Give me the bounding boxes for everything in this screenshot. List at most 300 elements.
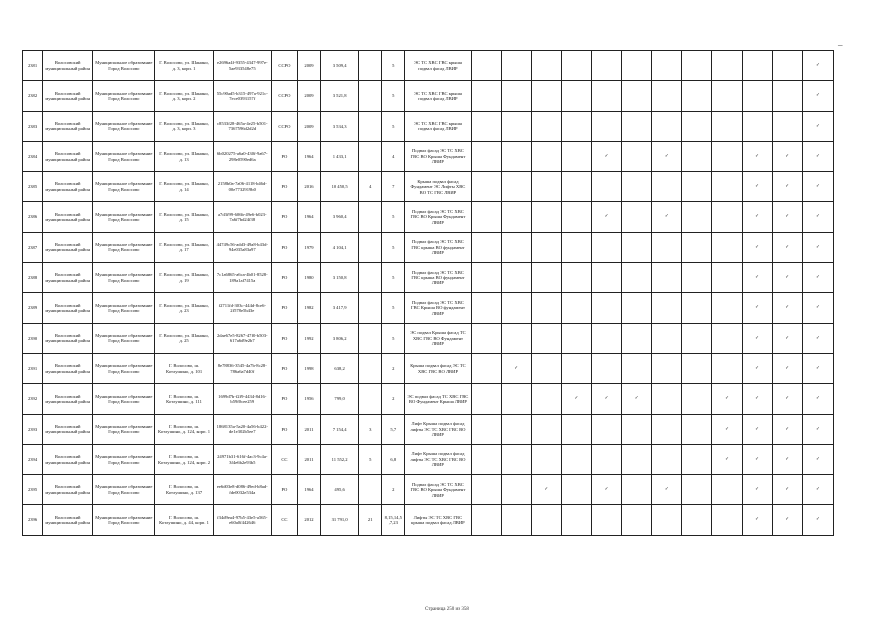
work-flag-cell bbox=[712, 293, 742, 323]
house-guid-cell: 6b020275-a6a0-430f-9a67-298e0590ed6a bbox=[213, 141, 271, 171]
district-cell: Волосовский муниципальный район bbox=[43, 444, 93, 474]
table-row bbox=[23, 384, 834, 414]
work-flag-cell bbox=[501, 475, 531, 505]
work-flag-cell bbox=[742, 475, 772, 505]
work-flag-cell bbox=[712, 475, 742, 505]
work-flag-cell bbox=[561, 51, 591, 81]
work-flag-cell bbox=[531, 505, 561, 535]
work-flag-cell bbox=[682, 475, 712, 505]
work-flag-cell bbox=[561, 141, 591, 171]
checkmark-icon: ✓ bbox=[815, 214, 820, 220]
row-number: 2386 bbox=[23, 202, 43, 232]
district-cell: Волосовский муниципальный район bbox=[43, 323, 93, 353]
work-flag-cell bbox=[622, 232, 652, 262]
table-row bbox=[23, 293, 834, 323]
work-flag-cell bbox=[802, 323, 833, 353]
work-flag-cell bbox=[531, 111, 561, 141]
works-list-cell: Подвал фасад ЭС ТС ХВС ГВС ВО Крыша Фундамент ЛВИР bbox=[405, 475, 471, 505]
work-flag-cell bbox=[682, 414, 712, 444]
table-row bbox=[23, 444, 834, 474]
management-type-cell: РО bbox=[271, 232, 297, 262]
house-guid-cell: 1699d7b-f2f9-4434-8d16-b59f0cee259 bbox=[213, 384, 271, 414]
settlement-cell: Муниципальное образование Город Волосово bbox=[93, 505, 155, 535]
work-flag-cell bbox=[742, 51, 772, 81]
district-cell: Волосовский муниципальный район bbox=[43, 263, 93, 293]
work-flag-cell bbox=[561, 384, 591, 414]
management-type-cell: РО bbox=[271, 414, 297, 444]
works-list-cell: Подвал фасад ЭС ТС ХВС ГВС ВО Крыша Фундамент ЛВИР bbox=[405, 141, 471, 171]
checkmark-icon: ✓ bbox=[725, 456, 729, 462]
checkmark-icon: ✓ bbox=[815, 153, 820, 159]
work-flag-cell bbox=[561, 414, 591, 444]
work-flag-cell bbox=[652, 141, 682, 171]
work-flag-cell bbox=[561, 81, 591, 111]
work-flag-cell bbox=[561, 444, 591, 474]
checkmark-icon: ✓ bbox=[815, 62, 820, 68]
count-cell-a: 3 bbox=[359, 414, 382, 444]
address-cell: Г. Волосово, ул. Шанино, д. 13 bbox=[155, 141, 213, 171]
work-flag-cell bbox=[772, 505, 802, 535]
address-cell: Г. Волосово, ул. Шанино, д. 3, корп. 2 bbox=[155, 81, 213, 111]
work-flag-cell bbox=[742, 172, 772, 202]
area-cell: 3 417,9 bbox=[321, 293, 359, 323]
house-guid-cell: c8533f28-465a-4e25-b501-7367596d2d2d bbox=[213, 111, 271, 141]
address-cell: Г. Волосово, ул. Шанино, д. 23 bbox=[155, 293, 213, 323]
district-cell: Волосовский муниципальный район bbox=[43, 505, 93, 535]
table-row bbox=[23, 51, 834, 81]
settlement-cell: Муниципальное образование Город Волосово bbox=[93, 141, 155, 171]
work-flag-cell bbox=[742, 81, 772, 111]
checkmark-icon: ✓ bbox=[755, 426, 760, 432]
checkmark-icon: ✓ bbox=[785, 335, 790, 341]
build-year-cell: 2012 bbox=[297, 505, 320, 535]
work-flag-cell bbox=[772, 263, 802, 293]
work-flag-cell bbox=[531, 293, 561, 323]
work-flag-cell bbox=[742, 232, 772, 262]
work-flag-cell bbox=[742, 111, 772, 141]
row-number: 2394 bbox=[23, 444, 43, 474]
build-year-cell: 1979 bbox=[297, 232, 320, 262]
build-year-cell: 1964 bbox=[297, 141, 320, 171]
work-flag-cell bbox=[561, 505, 591, 535]
checkmark-icon: ✓ bbox=[514, 365, 519, 371]
work-flag-cell bbox=[501, 141, 531, 171]
works-list-cell: Крыша подвал фасад ЭС ТС ХВС ГВС ВО ЛВИР bbox=[405, 353, 471, 383]
area-cell: 495,6 bbox=[321, 475, 359, 505]
work-flag-cell bbox=[772, 232, 802, 262]
work-flag-cell bbox=[531, 414, 561, 444]
work-flag-cell bbox=[742, 293, 772, 323]
work-flag-cell bbox=[531, 353, 561, 383]
area-cell: 4 104,1 bbox=[321, 232, 359, 262]
house-guid-cell: ee6d03e8-d086-49ed-b8ad-fde0032e534a bbox=[213, 475, 271, 505]
checkmark-icon: ✓ bbox=[755, 487, 760, 493]
work-flag-cell bbox=[561, 202, 591, 232]
work-flag-cell bbox=[622, 384, 652, 414]
work-flag-cell bbox=[772, 414, 802, 444]
house-guid-cell: 44749c56-add3-49a8-b43d-94e035a83a97 bbox=[213, 232, 271, 262]
work-flag-cell bbox=[802, 414, 833, 444]
work-flag-cell bbox=[531, 232, 561, 262]
work-flag-cell bbox=[592, 444, 622, 474]
management-type-cell: РО bbox=[271, 353, 297, 383]
work-flag-cell bbox=[622, 475, 652, 505]
work-flag-cell bbox=[592, 293, 622, 323]
work-flag-cell bbox=[802, 444, 833, 474]
work-flag-cell bbox=[652, 444, 682, 474]
checkmark-icon: ✓ bbox=[755, 184, 760, 190]
work-flag-cell bbox=[682, 353, 712, 383]
checkmark-icon: ✓ bbox=[815, 184, 820, 190]
address-cell: Г. Волосово, ул. Шанино, д. 3, корп. 3 bbox=[155, 111, 213, 141]
count-cell-b: 5 bbox=[382, 51, 405, 81]
address-cell: Г. Волосово, ш. Котлушино, д. 124, корп. 1 bbox=[155, 414, 213, 444]
count-cell-b: 2 bbox=[382, 353, 405, 383]
area-cell: 10 450,5 bbox=[321, 172, 359, 202]
work-flag-cell bbox=[561, 293, 591, 323]
checkmark-icon: ✓ bbox=[664, 487, 669, 493]
area-cell: 638,2 bbox=[321, 353, 359, 383]
checkmark-icon: ✓ bbox=[815, 123, 820, 129]
count-cell-b: 8,15,14,5,7,23 bbox=[382, 505, 405, 535]
area-cell: 3 960,4 bbox=[321, 202, 359, 232]
checkmark-icon: ✓ bbox=[664, 153, 669, 159]
count-cell-a: 21 bbox=[359, 505, 382, 535]
checkmark-icon: ✓ bbox=[755, 275, 760, 281]
work-flag-cell bbox=[622, 323, 652, 353]
work-flag-cell bbox=[742, 444, 772, 474]
management-type-cell: СС bbox=[271, 505, 297, 535]
management-type-cell: РО bbox=[271, 323, 297, 353]
checkmark-icon: ✓ bbox=[785, 153, 790, 159]
work-flag-cell bbox=[592, 384, 622, 414]
work-flag-cell bbox=[561, 353, 591, 383]
works-list-cell: Лифт Крыша подвал фасад лифты ЭС ТС ХВС ГВС ВО ЛВИР bbox=[405, 414, 471, 444]
house-guid-cell: f34d9ea4-97b5-43e5-a565-e60a0f442646 bbox=[213, 505, 271, 535]
work-flag-cell bbox=[682, 172, 712, 202]
district-cell: Волосовский муниципальный район bbox=[43, 51, 93, 81]
row-number: 2388 bbox=[23, 263, 43, 293]
checkmark-icon: ✓ bbox=[815, 93, 820, 99]
work-flag-cell bbox=[802, 475, 833, 505]
work-flag-cell bbox=[501, 51, 531, 81]
checkmark-icon: ✓ bbox=[755, 396, 760, 402]
settlement-cell: Муниципальное образование Город Волосово bbox=[93, 323, 155, 353]
work-flag-cell bbox=[652, 51, 682, 81]
settlement-cell: Муниципальное образование Город Волосово bbox=[93, 414, 155, 444]
work-flag-cell bbox=[501, 414, 531, 444]
count-cell-a: 4 bbox=[359, 172, 382, 202]
table-row bbox=[23, 353, 834, 383]
work-flag-cell bbox=[531, 172, 561, 202]
management-type-cell: СС bbox=[271, 444, 297, 474]
checkmark-icon: ✓ bbox=[634, 396, 639, 402]
work-flag-cell bbox=[712, 111, 742, 141]
work-flag-cell bbox=[531, 81, 561, 111]
work-flag-cell bbox=[501, 172, 531, 202]
address-cell: Г. Волосово, ш. Котлушино, д. 137 bbox=[155, 475, 213, 505]
work-flag-cell bbox=[712, 444, 742, 474]
work-flag-cell bbox=[802, 384, 833, 414]
table-row bbox=[23, 232, 834, 262]
work-flag-cell bbox=[592, 414, 622, 444]
checkmark-icon: ✓ bbox=[815, 426, 820, 432]
work-flag-cell bbox=[622, 81, 652, 111]
work-flag-cell bbox=[531, 323, 561, 353]
checkmark-icon: ✓ bbox=[604, 487, 609, 493]
checkmark-icon: ✓ bbox=[725, 396, 729, 402]
works-list-cell: Крыша подвал фасад Фундамент ЭС Лифты ХВС ВО ТС ГВС ЛВИР bbox=[405, 172, 471, 202]
page-mark: – bbox=[838, 40, 843, 50]
checkmark-icon: ✓ bbox=[574, 396, 579, 402]
address-cell: Г. Волосово, ш. Котлушино, д. 101 bbox=[155, 353, 213, 383]
row-number: 2390 bbox=[23, 323, 43, 353]
checkmark-icon: ✓ bbox=[785, 396, 790, 402]
work-flag-cell bbox=[682, 232, 712, 262]
checkmark-icon: ✓ bbox=[785, 517, 790, 523]
work-flag-cell bbox=[561, 111, 591, 141]
settlement-cell: Муниципальное образование Город Волосово bbox=[93, 232, 155, 262]
settlement-cell: Муниципальное образование Город Волосово bbox=[93, 384, 155, 414]
work-flag-cell bbox=[622, 353, 652, 383]
work-flag-cell bbox=[501, 232, 531, 262]
work-flag-cell bbox=[592, 475, 622, 505]
row-number: 2396 bbox=[23, 505, 43, 535]
work-flag-cell bbox=[742, 323, 772, 353]
row-number: 2382 bbox=[23, 81, 43, 111]
row-number: 2387 bbox=[23, 232, 43, 262]
work-flag-cell bbox=[471, 414, 501, 444]
settlement-cell: Муниципальное образование Город Волосово bbox=[93, 293, 155, 323]
address-cell: Г. Волосово, ул. Шанино, д. 3, корп. 1 bbox=[155, 51, 213, 81]
build-year-cell: 1956 bbox=[297, 384, 320, 414]
housing-registry-table bbox=[22, 50, 834, 536]
house-guid-cell: 24971b31-616f-4ac3-9c4a-3f4e6b2e93b5 bbox=[213, 444, 271, 474]
work-flag-cell bbox=[772, 51, 802, 81]
work-flag-cell bbox=[742, 141, 772, 171]
work-flag-cell bbox=[712, 263, 742, 293]
row-number: 2383 bbox=[23, 111, 43, 141]
management-type-cell: ССРО bbox=[271, 51, 297, 81]
work-flag-cell bbox=[802, 51, 833, 81]
work-flag-cell bbox=[772, 353, 802, 383]
work-flag-cell bbox=[501, 384, 531, 414]
work-flag-cell bbox=[682, 202, 712, 232]
checkmark-icon: ✓ bbox=[815, 305, 820, 311]
works-list-cell: Подвал фасад ЭС ТС ХВС ГВС крыша ВО фундамент ЛВИР bbox=[405, 263, 471, 293]
address-cell: Г. Волосово, ш. Котлушино, д. 111 bbox=[155, 384, 213, 414]
district-cell: Волосовский муниципальный район bbox=[43, 202, 93, 232]
checkmark-icon: ✓ bbox=[785, 305, 790, 311]
checkmark-icon: ✓ bbox=[815, 365, 820, 371]
work-flag-cell bbox=[712, 202, 742, 232]
row-number: 2393 bbox=[23, 414, 43, 444]
checkmark-icon: ✓ bbox=[815, 487, 820, 493]
work-flag-cell bbox=[471, 353, 501, 383]
count-cell-b: 4 bbox=[382, 141, 405, 171]
work-flag-cell bbox=[501, 293, 531, 323]
row-number: 2384 bbox=[23, 141, 43, 171]
work-flag-cell bbox=[592, 232, 622, 262]
work-flag-cell bbox=[592, 51, 622, 81]
work-flag-cell bbox=[561, 475, 591, 505]
checkmark-icon: ✓ bbox=[755, 305, 760, 311]
row-number: 2391 bbox=[23, 353, 43, 383]
area-cell: 3 806,2 bbox=[321, 323, 359, 353]
settlement-cell: Муниципальное образование Город Волосово bbox=[93, 81, 155, 111]
management-type-cell: ССРО bbox=[271, 111, 297, 141]
work-flag-cell bbox=[682, 81, 712, 111]
build-year-cell: 2016 bbox=[297, 172, 320, 202]
settlement-cell: Муниципальное образование Город Волосово bbox=[93, 202, 155, 232]
work-flag-cell bbox=[772, 172, 802, 202]
count-cell-a bbox=[359, 51, 382, 81]
district-cell: Волосовский муниципальный район bbox=[43, 172, 93, 202]
settlement-cell: Муниципальное образование Город Волосово bbox=[93, 475, 155, 505]
work-flag-cell bbox=[592, 81, 622, 111]
build-year-cell: 1998 bbox=[297, 353, 320, 383]
work-flag-cell bbox=[471, 141, 501, 171]
work-flag-cell bbox=[592, 263, 622, 293]
work-flag-cell bbox=[592, 141, 622, 171]
works-list-cell: Лифт Крыша подвал фасад лифты ЭС ТС ХВС ГВС ВО ЛВИР bbox=[405, 444, 471, 474]
area-cell: 7 154,4 bbox=[321, 414, 359, 444]
work-flag-cell bbox=[742, 202, 772, 232]
work-flag-cell bbox=[772, 444, 802, 474]
district-cell: Волосовский муниципальный район bbox=[43, 111, 93, 141]
work-flag-cell bbox=[531, 444, 561, 474]
work-flag-cell bbox=[561, 323, 591, 353]
management-type-cell: РО bbox=[271, 202, 297, 232]
work-flag-cell bbox=[471, 384, 501, 414]
table-row bbox=[23, 81, 834, 111]
work-flag-cell bbox=[772, 202, 802, 232]
checkmark-icon: ✓ bbox=[755, 456, 760, 462]
work-flag-cell bbox=[471, 202, 501, 232]
build-year-cell: 1982 bbox=[297, 293, 320, 323]
count-cell-b: 7 bbox=[382, 172, 405, 202]
checkmark-icon: ✓ bbox=[755, 244, 760, 250]
checkmark-icon: ✓ bbox=[815, 275, 820, 281]
row-number: 2389 bbox=[23, 293, 43, 323]
works-list-cell: ЭС ТС ХВС ГВС крыша подвал фасад ЛВИР bbox=[405, 81, 471, 111]
management-type-cell: РО bbox=[271, 141, 297, 171]
house-guid-cell: e2696a4f-9355-4347-997e-5ae933548e75 bbox=[213, 51, 271, 81]
works-list-cell: ЭС подвал фасад ТС ХВС ГВС ВО Фундамент Крыша ЛВИР bbox=[405, 384, 471, 414]
area-cell: 1 433,1 bbox=[321, 141, 359, 171]
work-flag-cell bbox=[622, 263, 652, 293]
work-flag-cell bbox=[742, 414, 772, 444]
address-cell: Г. Волосово, ш. Котлушино, д. 124, корп. 2 bbox=[155, 444, 213, 474]
checkmark-icon: ✓ bbox=[815, 456, 820, 462]
work-flag-cell bbox=[682, 141, 712, 171]
area-cell: 3 534,3 bbox=[321, 111, 359, 141]
work-flag-cell bbox=[802, 202, 833, 232]
work-flag-cell bbox=[682, 111, 712, 141]
count-cell-a bbox=[359, 141, 382, 171]
work-flag-cell bbox=[471, 232, 501, 262]
works-list-cell: ЭС ТС ХВС ГВС крыша подвал фасад ЛВИР bbox=[405, 111, 471, 141]
row-number: 2395 bbox=[23, 475, 43, 505]
work-flag-cell bbox=[772, 323, 802, 353]
checkmark-icon: ✓ bbox=[785, 244, 790, 250]
work-flag-cell bbox=[592, 323, 622, 353]
work-flag-cell bbox=[652, 323, 682, 353]
house-guid-cell: 2158b0a-7a06-4118-b46d-00e7732919b0 bbox=[213, 172, 271, 202]
work-flag-cell bbox=[712, 141, 742, 171]
work-flag-cell bbox=[682, 51, 712, 81]
table-row bbox=[23, 475, 834, 505]
checkmark-icon: ✓ bbox=[755, 214, 760, 220]
table-row bbox=[23, 111, 834, 141]
count-cell-a bbox=[359, 263, 382, 293]
work-flag-cell bbox=[471, 505, 501, 535]
work-flag-cell bbox=[471, 172, 501, 202]
work-flag-cell bbox=[561, 232, 591, 262]
work-flag-cell bbox=[531, 202, 561, 232]
checkmark-icon: ✓ bbox=[785, 214, 790, 220]
work-flag-cell bbox=[501, 111, 531, 141]
area-cell: 3 509,4 bbox=[321, 51, 359, 81]
count-cell-a bbox=[359, 323, 382, 353]
settlement-cell: Муниципальное образование Город Волосово bbox=[93, 172, 155, 202]
build-year-cell: 2011 bbox=[297, 444, 320, 474]
work-flag-cell bbox=[652, 172, 682, 202]
work-flag-cell bbox=[501, 202, 531, 232]
work-flag-cell bbox=[471, 111, 501, 141]
house-guid-cell: 55c90ad5-b315-497a-921c-7ece0393157f bbox=[213, 81, 271, 111]
settlement-cell: Муниципальное образование Город Волосово bbox=[93, 111, 155, 141]
checkmark-icon: ✓ bbox=[815, 517, 820, 523]
house-guid-cell: 7c1a6865-a6ca-4b01-8528-189a1af7415a bbox=[213, 263, 271, 293]
work-flag-cell bbox=[712, 51, 742, 81]
checkmark-icon: ✓ bbox=[604, 214, 609, 220]
work-flag-cell bbox=[712, 172, 742, 202]
work-flag-cell bbox=[531, 141, 561, 171]
count-cell-b: 5 bbox=[382, 232, 405, 262]
work-flag-cell bbox=[471, 263, 501, 293]
work-flag-cell bbox=[531, 384, 561, 414]
district-cell: Волосовский муниципальный район bbox=[43, 141, 93, 171]
table-row bbox=[23, 141, 834, 171]
checkmark-icon: ✓ bbox=[785, 456, 790, 462]
house-guid-cell: a7d3f99-606b-49e6-b023-7a6f7bd24f38 bbox=[213, 202, 271, 232]
address-cell: Г. Волосово, ул. Шанино, д. 25 bbox=[155, 323, 213, 353]
work-flag-cell bbox=[501, 263, 531, 293]
checkmark-icon: ✓ bbox=[755, 365, 760, 371]
checkmark-icon: ✓ bbox=[785, 487, 790, 493]
checkmark-icon: ✓ bbox=[725, 426, 729, 432]
house-guid-cell: 8e78836-3545-4a7b-8c28-786a6a7d40f bbox=[213, 353, 271, 383]
work-flag-cell bbox=[712, 323, 742, 353]
work-flag-cell bbox=[501, 444, 531, 474]
work-flag-cell bbox=[682, 505, 712, 535]
checkmark-icon: ✓ bbox=[604, 396, 609, 402]
table-row bbox=[23, 505, 834, 535]
settlement-cell: Муниципальное образование Город Волосово bbox=[93, 353, 155, 383]
work-flag-cell bbox=[652, 384, 682, 414]
works-list-cell: Подвал фасад ЭС ТС ХВС ГВС ВО Крыша Фундамент ЛВИР bbox=[405, 202, 471, 232]
build-year-cell: 2009 bbox=[297, 51, 320, 81]
house-guid-cell: 1868135a-5a20-4a56-b422-de1e302b5ee7 bbox=[213, 414, 271, 444]
table-row bbox=[23, 263, 834, 293]
district-cell: Волосовский муниципальный район bbox=[43, 384, 93, 414]
work-flag-cell bbox=[712, 81, 742, 111]
work-flag-cell bbox=[501, 81, 531, 111]
work-flag-cell bbox=[802, 81, 833, 111]
work-flag-cell bbox=[561, 263, 591, 293]
management-type-cell: РО bbox=[271, 384, 297, 414]
